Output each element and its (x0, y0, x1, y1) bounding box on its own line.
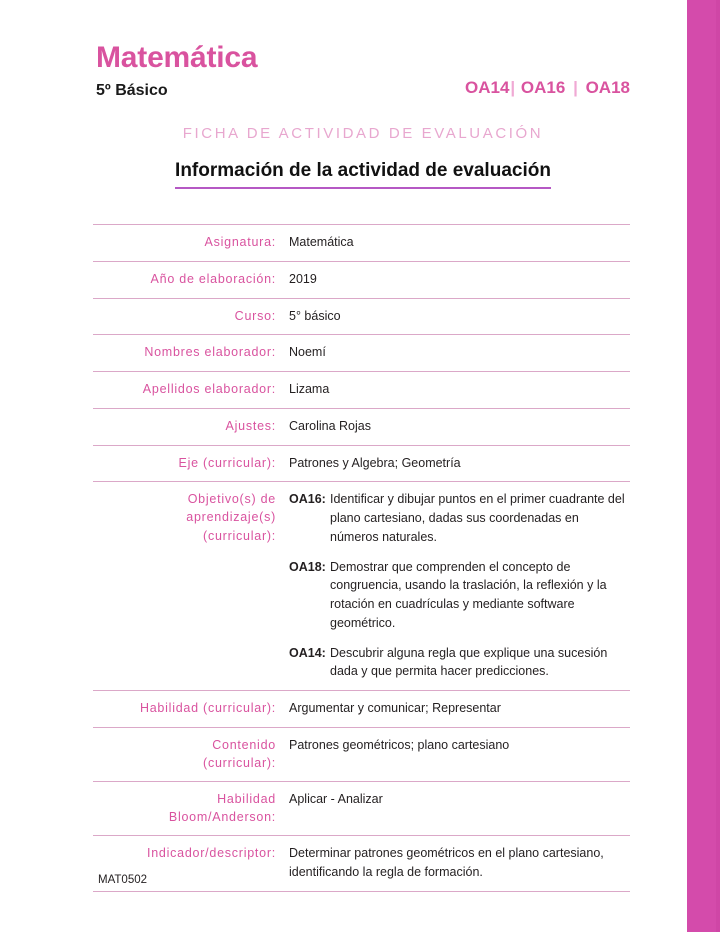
oa-separator-1: | (510, 77, 516, 97)
list-item (289, 558, 630, 633)
row-label: Habilidad (curricular): (139, 701, 276, 715)
header-title-row (96, 42, 630, 99)
grade-level-label: 5º Básico (96, 81, 168, 99)
document-kicker: FICHA DE ACTIVIDAD DE EVALUACIÓN (182, 124, 544, 142)
table-row (93, 782, 630, 836)
objectives-list (289, 490, 630, 681)
row-value: Patrones geométricos; plano cartesiano (289, 737, 510, 752)
row-label (93, 782, 289, 836)
section-heading-wrap (96, 160, 630, 189)
objective-code: OA18: (289, 559, 326, 574)
row-value: Determinar patrones geométricos en el plano cartesiano, identificando la regla de formación. (289, 846, 604, 879)
oa-code-3: OA18 (585, 77, 630, 97)
row-value: Lizama (289, 382, 330, 396)
right-edge-accent-bar (687, 0, 720, 932)
row-label: Asignatura: (204, 235, 276, 249)
row-label: Nombres elaborador: (144, 345, 276, 360)
row-label: Curso: (234, 308, 276, 323)
row-label: Año de elaboración: (150, 271, 276, 286)
row-value: Aplicar - Analizar (289, 792, 383, 806)
table-row (93, 691, 630, 728)
page-title: Matemática (96, 41, 258, 74)
objectives-label-line-3: (curricular): (203, 528, 276, 543)
objectives-label-line-2: aprendizaje(s) (186, 510, 276, 525)
objective-text: Demostrar que comprenden el concepto de congruencia, usando la traslación, la reflexión y la rotación en cuadrículas y mediante software geométrico. (330, 559, 607, 630)
row-value: Patrones y Algebra; Geometría (289, 455, 461, 470)
row-label: Eje (curricular): (178, 455, 276, 470)
document-header (96, 42, 630, 189)
row-value-objectives (289, 482, 630, 691)
row-label (93, 727, 289, 781)
row-value: Argumentar y comunicar; Representar (289, 701, 501, 715)
list-item (289, 644, 630, 682)
row-label-objectives (93, 482, 289, 691)
objectives-label-line-1: Objetivo(s) de (187, 492, 276, 507)
table-row (93, 335, 630, 372)
table-row (93, 836, 630, 892)
activity-info-table (93, 224, 630, 892)
footer-document-code: MAT0502 (98, 874, 148, 886)
objective-text: Identificar y dibujar puntos en el primer cuadrante del plano cartesiano, dadas sus coordenadas en números naturales. (330, 492, 625, 544)
row-label-line-1: Habilidad (217, 792, 276, 806)
title-block (96, 42, 257, 99)
table-row (93, 298, 630, 335)
table-row (93, 408, 630, 445)
row-label-line-1: Contenido (212, 737, 276, 752)
list-item (289, 490, 630, 546)
row-value: 5° básico (289, 308, 341, 323)
oa-code-2: OA16 (520, 77, 566, 97)
row-value: Matemática (289, 235, 354, 249)
row-value: Carolina Rojas (289, 418, 371, 433)
objective-code: OA16: (289, 492, 326, 507)
oa-separator-2: | (573, 77, 578, 97)
oa-code-1: OA14 (465, 77, 510, 97)
row-value: 2019 (289, 271, 317, 286)
right-edge-accent-bar-inner (716, 0, 720, 932)
objective-code: OA14: (289, 645, 326, 660)
section-heading: Información de la actividad de evaluación (175, 160, 551, 189)
table-row (93, 372, 630, 409)
table-row (93, 225, 630, 262)
row-label: Ajustes: (225, 418, 276, 433)
row-label: Indicador/descriptor: (146, 846, 276, 861)
oa-codes-group (465, 78, 630, 98)
row-label: Apellidos elaborador: (142, 382, 276, 396)
table-row (93, 727, 630, 781)
row-label-line-2: Bloom/Anderson: (168, 810, 276, 825)
table-row-objectives (93, 482, 630, 691)
row-value: Noemí (289, 345, 326, 360)
row-label-line-2: (curricular): (203, 755, 276, 770)
objective-text: Descubrir alguna regla que explique una sucesión dada y que permita hacer predicciones. (330, 645, 608, 679)
table-row (93, 445, 630, 482)
table-row (93, 261, 630, 298)
